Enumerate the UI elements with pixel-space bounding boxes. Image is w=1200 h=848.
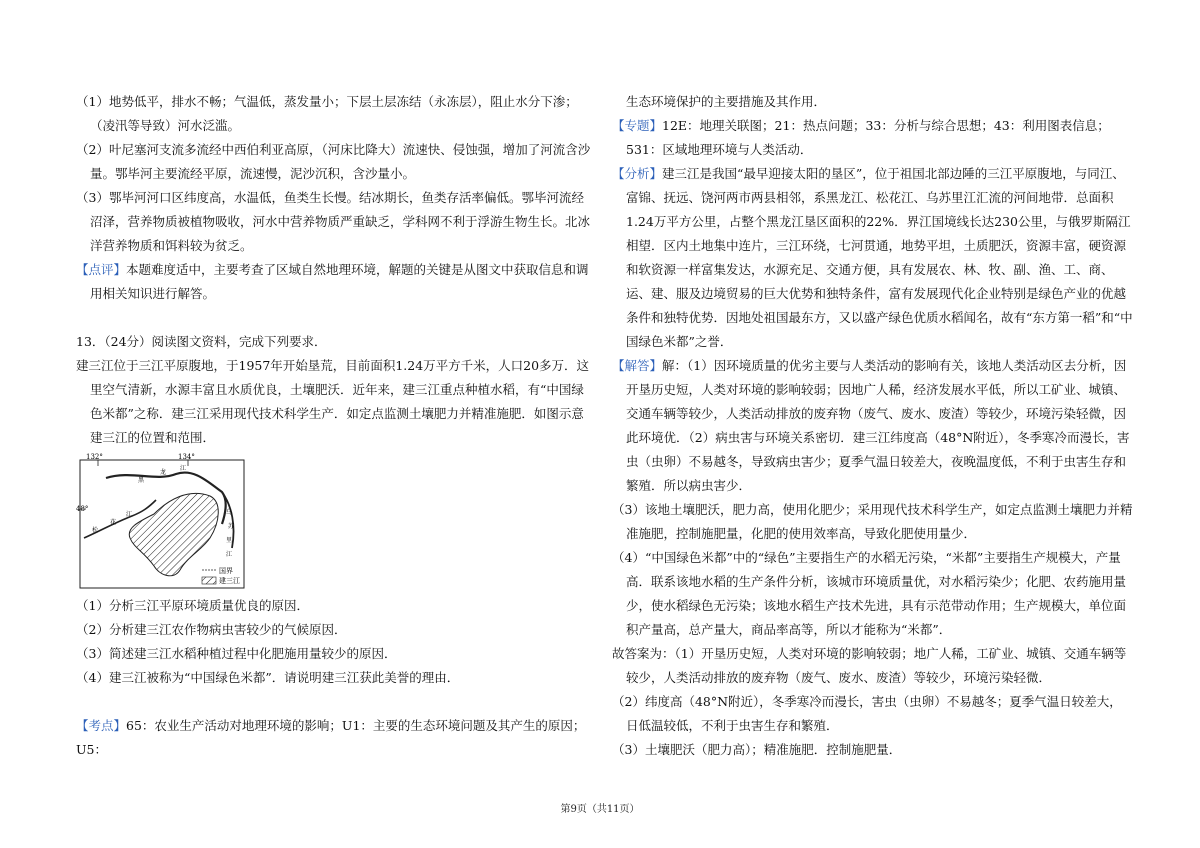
answer-paragraph-1: （1）地势低平，排水不畅；气温低，蒸发量小；下层土层冻结（永冻层），阻止水分下渗；（凌汛等导致）河水泛滥。	[76, 94, 578, 133]
right-column	[612, 90, 1134, 762]
fenxi-tag: 【分析】	[612, 166, 663, 181]
legend-area-label: 建三江	[219, 577, 240, 585]
page-footer: 第9页（共11页）	[560, 804, 640, 815]
jiansanjiang-map	[76, 452, 254, 592]
review-text: 本题难度适中，主要考查了区域自然地理环境，解题的关键是从图文中获取信息和调用相关知识进行解答。	[90, 262, 589, 301]
answer-paragraph-2: （2）叶尼塞河支流多流经中西伯利亚高原，（河床比降大）流速快、侵蚀强，增加了河流含沙量。鄂毕河主要流经平原，流速慢，泥沙沉积，含沙量小。	[76, 142, 591, 181]
svg-text:龙: 龙	[160, 469, 167, 476]
kaodian-continuation: 生态环境保护的主要措施及其作用．	[626, 94, 827, 109]
fenxi-paragraph	[612, 162, 1134, 354]
zhuanti-paragraph	[612, 114, 1134, 162]
sub-question-1: （1）分析三江平原环境质量优良的原因．	[76, 598, 309, 613]
answer-paragraph-3: （3）鄂毕河河口区纬度高，水温低，鱼类生长慢。结冰期长，鱼类存活率偏低。鄂毕河流经沼泽，营养物质被植物吸收，河水中营养物质严重缺乏，学科网不利于浮游生物生长。北冰洋营养物质和饵料较为贫乏。	[76, 190, 591, 253]
jieda-part-3: （3）该地土壤肥沃，肥力高，使用化肥少；采用现代技术科学生产，如定点监测土壤肥力并精准施肥，控制施肥量，化肥的使用效率高，导致化肥使用量少．	[612, 502, 1133, 541]
svg-text:花: 花	[110, 519, 117, 526]
svg-text:松: 松	[92, 527, 99, 534]
jieda-part-4: （4）“中国绿色米都”中的“绿色”主要指生产的水稻无污染，“米都”主要指生产规模大，产量高．联系该地水稻的生产条件分析，该城市环境质量优，对水稻污染少；化肥、农药施用量少，使水稻绿色无污染；该地水稻生产技术先进，具有示范带动作用；生产规模大，单位面积产量高，总产量大，商品率高等，所以才能称为“米都”．	[612, 550, 1127, 637]
sub-question-3: （3）简述建三江水稻种植过程中化肥施用量较少的原因．	[76, 646, 397, 661]
lat-label-48: 48°	[76, 505, 89, 513]
jiansanjiang-area	[129, 493, 218, 575]
svg-text:乌: 乌	[226, 509, 233, 516]
sub-question-4: （4）建三江被称为“中国绿色米都”．请说明建三江获此美誉的理由．	[76, 670, 460, 685]
zhuanti-text: 12E：地理关联图；21：热点问题；33：分析与综合思想；43：利用图表信息；531：区域地理环境与人类活动．	[626, 118, 1110, 157]
final-answer-3: （3）土壤肥沃（肥力高）；精准施肥．控制施肥量．	[612, 742, 902, 757]
svg-text:江: 江	[126, 511, 133, 518]
svg-text:黑: 黑	[138, 477, 145, 484]
final-answer-2: （2）纬度高（48°N附近），冬季寒冷而漫长，害虫（虫卵）不易越冬；夏季气温日较差大，日低温较低，不利于虫害生存和繁殖．	[612, 694, 1122, 733]
svg-text:里: 里	[226, 537, 233, 544]
svg-text:江: 江	[180, 465, 187, 472]
svg-text:苏: 苏	[228, 523, 235, 530]
lon-label-132: 132°	[86, 453, 103, 461]
review-tag: 【点评】	[76, 262, 127, 277]
review-paragraph	[76, 258, 596, 306]
sub-question-2: （2）分析建三江农作物病虫害较少的气候原因．	[76, 622, 347, 637]
jieda-tag: 【解答】	[612, 358, 663, 373]
left-column	[76, 90, 596, 762]
kaodian-text: 65：农业生产活动对地理环境的影响；U1：主要的生态环境问题及其产生的原因；U5：	[76, 718, 586, 757]
kaodian-paragraph	[76, 714, 596, 762]
svg-text:江: 江	[226, 551, 233, 558]
lon-label-134: 134°	[178, 453, 195, 461]
fenxi-text: 建三江是我国“最早迎接太阳的垦区”，位于祖国北部边陲的三江平原腹地，与同江、富锦、抚远、饶河两市两县相邻，系黑龙江、松花江、乌苏里江汇流的河间地带．总面积1.24万平方公里，占整个黑龙江垦区面积的22%．界江国境线长达230公里，与俄罗斯隔江相望．区内土地集中连片，三江环绕，七河贯通，地势平坦，土质肥沃，资源丰富，硬资源和软资源一样富集发达，水源充足、交通方便，具有发展农、林、牧、副、渔、工、商、运、建、服及边境贸易的巨大优势和独特条件，富有发展现代化企业特别是绿色产业的优越条件和独特优势．因地处祖国最东方，又以盛产绿色优质水稻闻名，故有“东方第一稻”和“中国绿色米都”之誉．	[626, 166, 1133, 349]
final-answer-1: 故答案为：（1）开垦历史短，人类对环境的影响较弱；地广人稀，工矿业、城镇、交通车辆等较少，人类活动排放的废弃物（废气、废水、废渣）等较少，环境污染轻微．	[612, 646, 1127, 685]
question-13-heading: 13．（24分）阅读图文资料，完成下列要求．	[76, 334, 327, 349]
legend-border-label: 国界	[219, 567, 233, 575]
jieda-text: 解：（1）因环境质量的优劣主要与人类活动的影响有关，该地人类活动区去分析，因开垦历史短，人类对环境的影响较弱；因地广人稀，经济发展水平低，所以工矿业、城镇、交通车辆等较少，人类活动排放的废弃物（废气、废水、废渣）等较少，环境污染轻微，因此环境优．（2）病虫害与环境关系密切．建三江纬度高（48°N附近），冬季寒冷而漫长，害虫（虫卵）不易越冬，导致病虫害少；夏季气温日较差大，夜晚温度低，不利于虫害生存和繁殖．所以病虫害少．	[626, 358, 1130, 493]
map-figure	[76, 452, 254, 592]
zhuanti-tag: 【专题】	[612, 118, 663, 133]
jieda-paragraph	[612, 354, 1134, 498]
question-13-body: 建三江位于三江平原腹地，于1957年开始垦荒，目前面积1.24万平方千米，人口20多万．这里空气清新，水源丰富且水质优良，土壤肥沃．近年来，建三江重点种植水稻，有“中国绿色米都”之称．建三江采用现代技术科学生产．如定点监测土壤肥力并精准施肥．如图示意建三江的位置和范围．	[76, 358, 590, 445]
kaodian-tag: 【考点】	[76, 718, 127, 733]
